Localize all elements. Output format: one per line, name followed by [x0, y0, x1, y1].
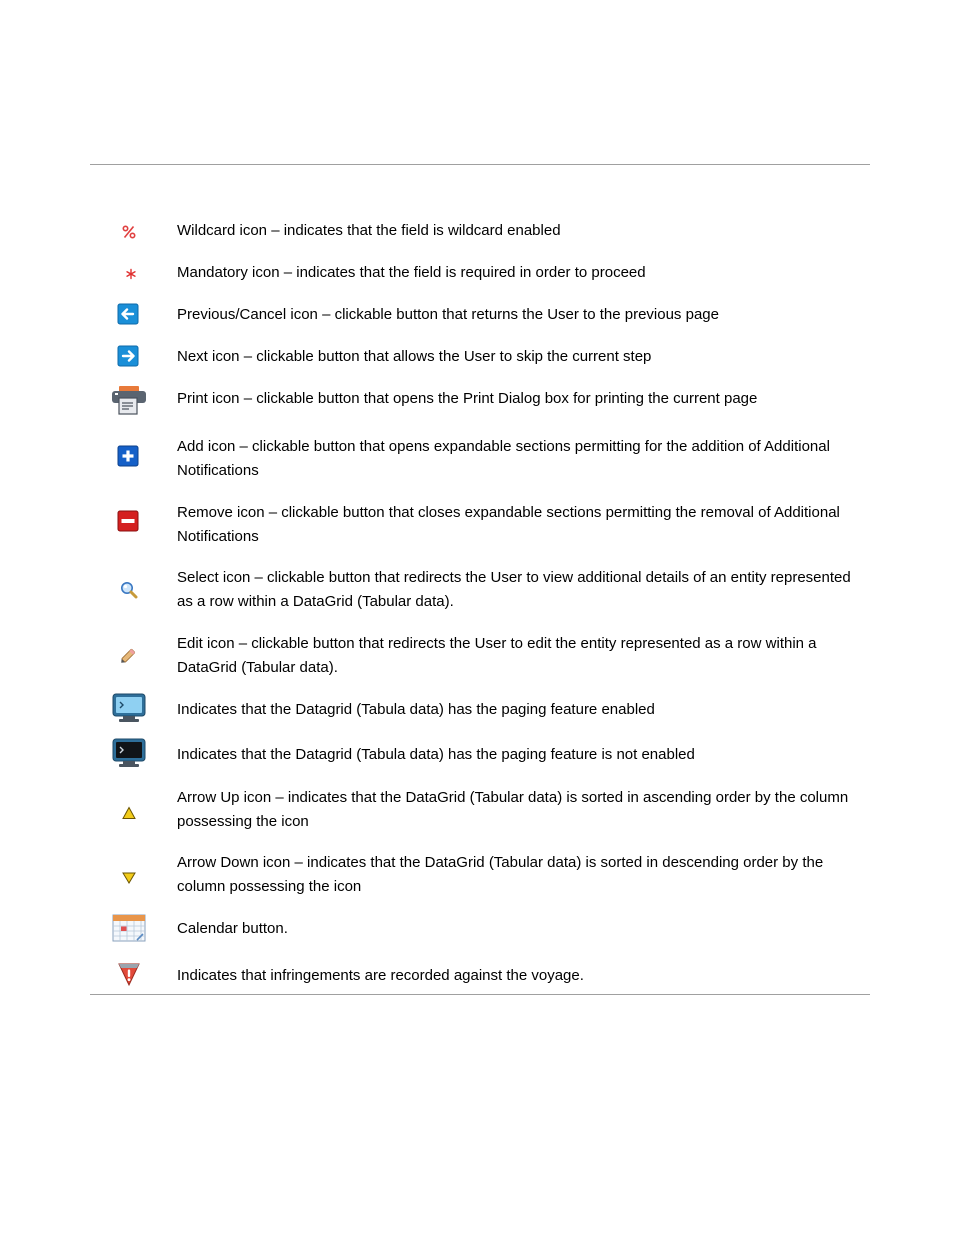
print-icon [111, 382, 147, 418]
arrow-up-icon [111, 795, 147, 831]
legend-item-print: Print icon – clickable button that opens the Print Dialog box for printing the current page [177, 390, 758, 407]
legend-item-wildcard: Wildcard icon – indicates that the field is wildcard enabled [177, 222, 561, 239]
select-icon [111, 572, 147, 608]
previous-cancel-icon [110, 296, 146, 332]
legend-item-edit: Edit icon – clickable button that redirects the User to edit the entity represented as a row within a DataGrid (Tabular data). [177, 635, 817, 676]
mandatory-icon [113, 256, 149, 292]
legend-item-calendar: Calendar button. [177, 920, 288, 937]
legend-item-remove: Remove icon – clickable button that closes expandable sections permitting the removal of Additional Notifications [177, 504, 840, 545]
top-divider [90, 164, 870, 165]
legend-item-previous-cancel: Previous/Cancel icon – clickable button that returns the User to the previous page [177, 306, 719, 323]
remove-icon [110, 503, 146, 539]
legend-item-next: Next icon – clickable button that allows the User to skip the current step [177, 348, 652, 365]
next-icon [110, 338, 146, 374]
legend-item-mandatory: Mandatory icon – indicates that the field is required in order to proceed [177, 264, 646, 281]
arrow-down-icon [111, 860, 147, 896]
legend-item-arrow-up: Arrow Up icon – indicates that the DataGrid (Tabular data) is sorted in ascending order by the column possessing the icon [177, 789, 849, 830]
paging-disabled-icon [111, 735, 147, 771]
legend-item-add: Add icon – clickable button that opens expandable sections permitting for the addition of Additional Notifications [177, 438, 830, 479]
legend-item-arrow-down: Arrow Down icon – indicates that the DataGrid (Tabular data) is sorted in descending order by the column possessing the icon [177, 854, 824, 895]
legend-item-select: Select icon – clickable button that redirects the User to view additional details of an entity represented as a row within a DataGrid (Tabular data). [177, 569, 851, 610]
add-icon [110, 438, 146, 474]
paging-enabled-icon [111, 690, 147, 726]
edit-icon [111, 637, 147, 673]
calendar-icon [111, 910, 147, 946]
legend-item-paging-enabled: Indicates that the Datagrid (Tabula data) has the paging feature enabled [177, 701, 655, 718]
bottom-divider [90, 994, 870, 995]
infringement-icon [111, 956, 147, 992]
wildcard-icon [111, 214, 147, 250]
legend-item-paging-disabled: Indicates that the Datagrid (Tabula data) has the paging feature is not enabled [177, 746, 695, 763]
legend-item-infringement: Indicates that infringements are recorded against the voyage. [177, 967, 584, 984]
